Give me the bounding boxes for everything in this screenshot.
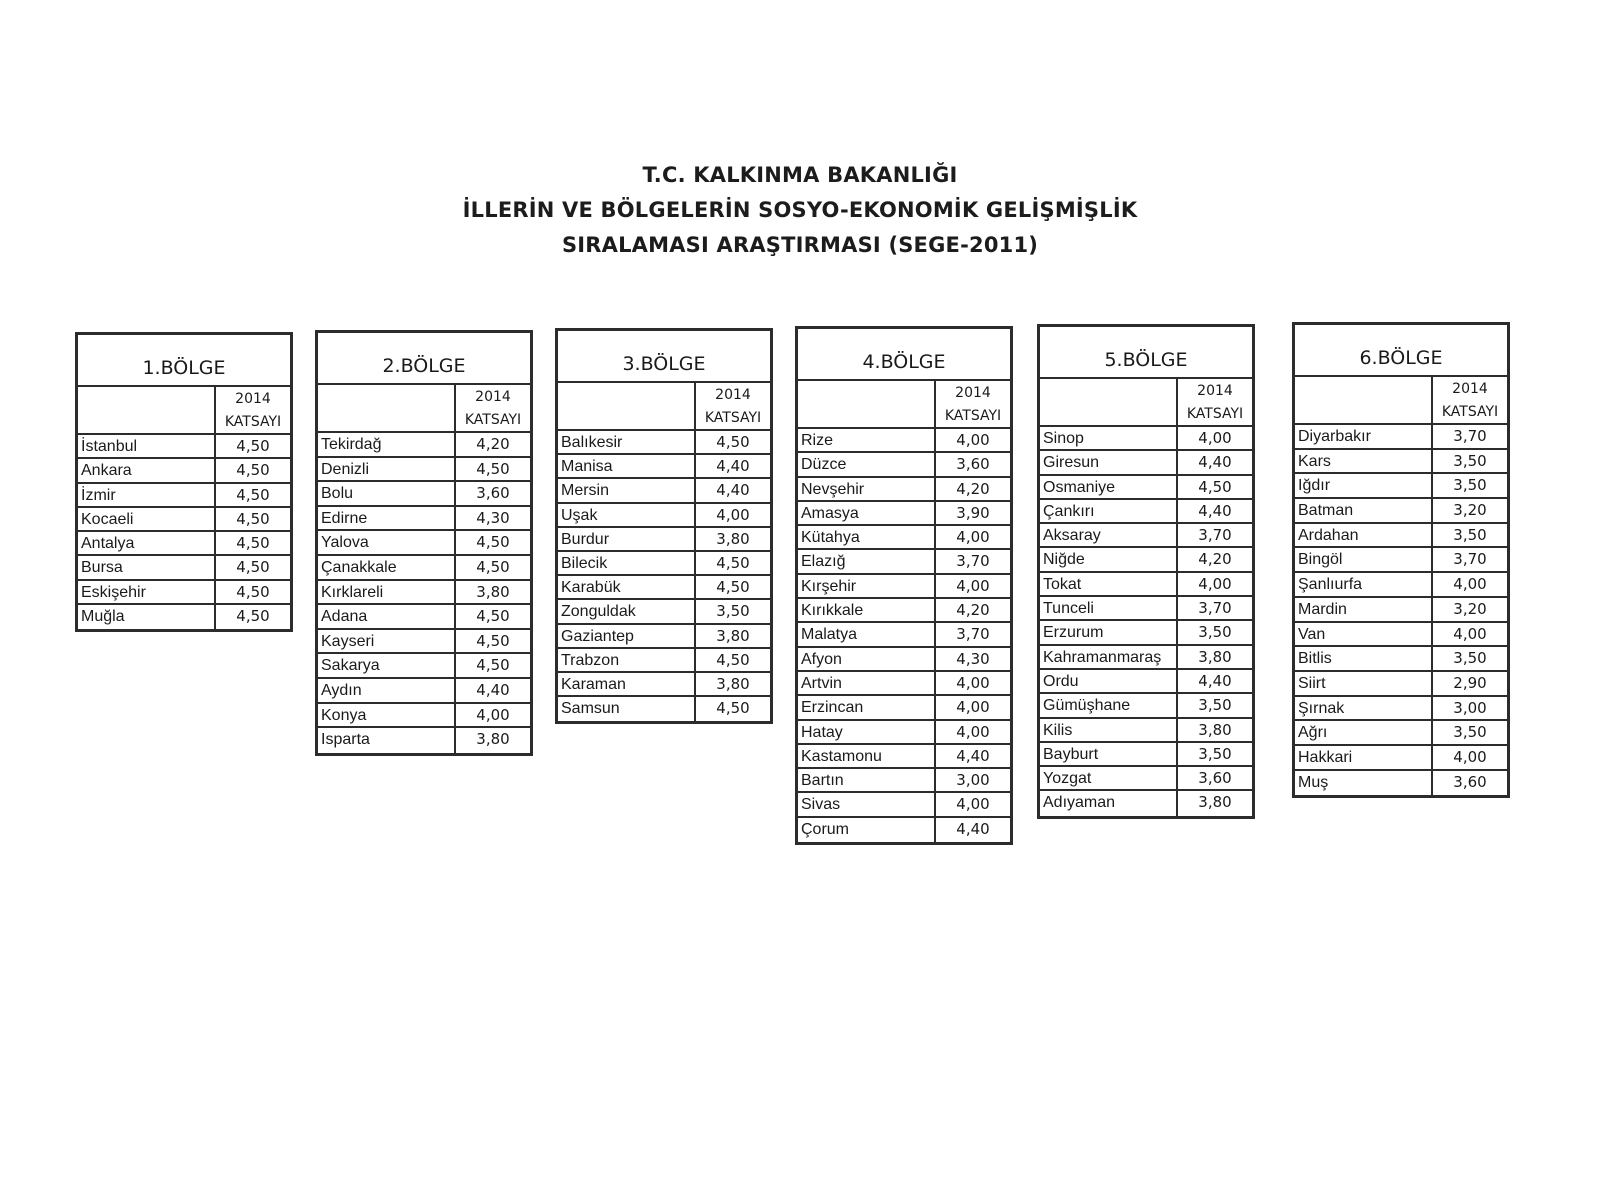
coefficient-value: 4,50	[476, 533, 510, 552]
province-name: Iğdır	[1295, 474, 1433, 497]
table-row	[318, 458, 530, 483]
table-row	[1040, 621, 1252, 645]
coefficient-value: 3,50	[1453, 649, 1487, 668]
table-row	[1040, 427, 1252, 451]
coefficient-value: 3,50	[1453, 525, 1487, 544]
table-row	[798, 623, 1010, 647]
region-title: 1.BÖLGE	[78, 335, 290, 387]
coefficient-value: 4,00	[956, 576, 990, 595]
table-row	[798, 526, 1010, 550]
coefficient-value: 3,70	[1453, 427, 1487, 445]
coefficient-value: 3,50	[1453, 476, 1487, 495]
coefficient-column-header	[216, 387, 290, 433]
table-row	[1295, 697, 1507, 722]
coefficient-value: 4,50	[476, 631, 510, 650]
province-name: Manisa	[558, 455, 696, 477]
column-label: KATSAYI	[704, 410, 762, 426]
region-table-6	[1292, 322, 1510, 798]
coefficient-value: 4,40	[1198, 501, 1232, 520]
province-name: Ağrı	[1295, 721, 1433, 744]
region-title: 4.BÖLGE	[798, 329, 1010, 381]
coefficient-value: 3,00	[1453, 698, 1487, 717]
province-name: Sakarya	[318, 654, 456, 677]
coefficient-value: 3,50	[1198, 623, 1232, 642]
coefficient-value: 4,40	[956, 746, 990, 765]
column-year: 2014	[715, 387, 751, 403]
table-row	[798, 793, 1010, 817]
coefficient-value: 4,50	[716, 578, 750, 597]
province-name: Osmaniye	[1040, 476, 1178, 498]
coefficient-value: 4,00	[1453, 747, 1487, 766]
province-column-header	[558, 383, 696, 429]
column-year: 2014	[1197, 383, 1233, 399]
region-table-3	[555, 328, 773, 724]
province-name: Nevşehir	[798, 478, 936, 500]
province-name: Tekirdağ	[318, 433, 456, 456]
table-row	[1040, 573, 1252, 597]
province-name: Kars	[1295, 450, 1433, 473]
coefficient-value: 4,50	[716, 650, 750, 669]
column-label: KATSAYI	[1186, 406, 1244, 422]
coefficient-value: 4,50	[236, 607, 270, 626]
coefficient-value: 3,20	[1453, 501, 1487, 520]
column-label: KATSAYI	[1441, 404, 1499, 420]
province-name: Denizli	[318, 458, 456, 481]
province-name: Çanakkale	[318, 556, 456, 579]
table-row	[798, 769, 1010, 793]
table-row	[78, 508, 290, 532]
coefficient-value: 4,50	[236, 558, 270, 577]
region-rows	[78, 435, 290, 629]
table-row	[1040, 646, 1252, 670]
coefficient-value: 3,80	[1198, 793, 1232, 812]
table-row	[798, 696, 1010, 720]
table-row	[318, 654, 530, 679]
province-name: Elazığ	[798, 550, 936, 572]
province-name: Kırşehir	[798, 575, 936, 597]
province-column-header	[798, 381, 936, 427]
coefficient-value: 4,50	[476, 656, 510, 675]
coefficient-value: 3,50	[1453, 451, 1487, 470]
province-name: Balıkesir	[558, 431, 696, 453]
coefficient-value: 3,90	[956, 503, 990, 522]
table-row	[1040, 597, 1252, 621]
province-name: Kastamonu	[798, 745, 936, 767]
table-row	[558, 431, 770, 455]
table-row	[78, 532, 290, 556]
coefficient-value: 4,50	[716, 433, 750, 451]
table-row	[78, 484, 290, 508]
province-name: Bilecik	[558, 552, 696, 574]
province-name: Kırklareli	[318, 581, 456, 604]
column-label: KATSAYI	[224, 414, 282, 430]
table-row	[1295, 474, 1507, 499]
province-name: İzmir	[78, 484, 216, 506]
region-rows	[798, 429, 1010, 842]
province-name: Şanlıurfa	[1295, 573, 1433, 596]
coefficient-value: 4,00	[956, 795, 990, 814]
coefficient-value: 3,80	[716, 674, 750, 693]
province-name: Uşak	[558, 504, 696, 526]
province-name: Karabük	[558, 576, 696, 598]
table-row	[1295, 548, 1507, 573]
province-name: Siirt	[1295, 672, 1433, 695]
table-row	[1040, 743, 1252, 767]
province-name: Edirne	[318, 507, 456, 530]
province-name: Kayseri	[318, 630, 456, 653]
province-name: İstanbul	[78, 435, 216, 457]
table-row	[1295, 425, 1507, 450]
province-name: Malatya	[798, 623, 936, 645]
province-name: Erzurum	[1040, 621, 1178, 643]
table-row	[318, 581, 530, 606]
province-name: Antalya	[78, 532, 216, 554]
province-name: Tokat	[1040, 573, 1178, 595]
coefficient-value: 4,50	[236, 582, 270, 601]
coefficient-value: 3,80	[476, 582, 510, 601]
coefficient-value: 4,50	[476, 557, 510, 576]
coefficient-value: 4,40	[1198, 671, 1232, 690]
region-table-5	[1037, 324, 1255, 819]
coefficient-value: 4,00	[476, 705, 510, 724]
coefficient-column-header	[1433, 377, 1507, 423]
table-row	[1295, 623, 1507, 648]
region-table-1	[75, 332, 293, 632]
province-name: Adıyaman	[1040, 791, 1178, 815]
table-row	[78, 556, 290, 580]
province-name: Eskişehir	[78, 581, 216, 603]
title-line-subject: İLLERİN VE BÖLGELERİN SOSYO-EKONOMİK GELİŞMİŞLİK	[462, 198, 1138, 222]
table-row	[558, 600, 770, 624]
province-name: Burdur	[558, 528, 696, 550]
table-row	[558, 455, 770, 479]
coefficient-value: 4,00	[956, 673, 990, 692]
table-row	[318, 630, 530, 655]
province-name: Bursa	[78, 556, 216, 578]
coefficient-value: 4,50	[236, 485, 270, 504]
page-title	[0, 158, 1600, 263]
region-title: 5.BÖLGE	[1040, 327, 1252, 379]
region-title: 3.BÖLGE	[558, 331, 770, 383]
coefficient-value: 4,20	[956, 479, 990, 498]
table-row	[798, 721, 1010, 745]
coefficient-column-header	[456, 385, 530, 431]
coefficient-value: 4,40	[716, 457, 750, 476]
table-row	[1040, 524, 1252, 548]
province-name: Batman	[1295, 499, 1433, 522]
table-row	[318, 679, 530, 704]
coefficient-value: 4,00	[956, 528, 990, 547]
table-row	[318, 531, 530, 556]
province-name: Erzincan	[798, 696, 936, 718]
table-row	[798, 453, 1010, 477]
province-name: Bitlis	[1295, 647, 1433, 670]
province-name: Sivas	[798, 793, 936, 815]
table-row	[558, 576, 770, 600]
coefficient-value: 3,50	[716, 602, 750, 621]
region-title: 2.BÖLGE	[318, 333, 530, 385]
coefficient-value: 3,70	[1198, 599, 1232, 618]
table-row	[1295, 573, 1507, 598]
column-header	[78, 387, 290, 435]
province-name: Yalova	[318, 531, 456, 554]
province-name: Konya	[318, 704, 456, 727]
coefficient-value: 4,50	[476, 607, 510, 626]
table-row	[798, 599, 1010, 623]
coefficient-value: 4,50	[476, 459, 510, 478]
coefficient-value: 3,60	[476, 484, 510, 503]
coefficient-value: 3,50	[1198, 696, 1232, 715]
province-name: Ankara	[78, 459, 216, 481]
table-row	[318, 605, 530, 630]
title-line-ministry: T.C. KALKINMA BAKANLIĞI	[642, 163, 958, 187]
coefficient-value: 4,50	[236, 509, 270, 528]
coefficient-value: 4,30	[476, 508, 510, 527]
province-name: Bingöl	[1295, 548, 1433, 571]
province-name: Bayburt	[1040, 743, 1178, 765]
coefficient-value: 3,60	[1198, 769, 1232, 788]
region-table-2	[315, 330, 533, 756]
province-name: Çankırı	[1040, 500, 1178, 522]
column-label: KATSAYI	[944, 408, 1002, 424]
table-row	[1040, 500, 1252, 524]
table-row	[558, 528, 770, 552]
table-row	[1295, 524, 1507, 549]
coefficient-value: 3,60	[956, 455, 990, 474]
column-header	[318, 385, 530, 433]
coefficient-value: 4,20	[476, 435, 510, 453]
coefficient-value: 4,50	[236, 534, 270, 553]
coefficient-value: 4,00	[956, 698, 990, 717]
province-name: Niğde	[1040, 548, 1178, 570]
table-row	[798, 429, 1010, 453]
province-name: Mersin	[558, 479, 696, 501]
province-name: Kütahya	[798, 526, 936, 548]
table-row	[558, 649, 770, 673]
table-row	[558, 673, 770, 697]
province-name: Muş	[1295, 771, 1433, 796]
table-row	[78, 435, 290, 459]
coefficient-value: 4,00	[716, 505, 750, 524]
province-name: Çorum	[798, 818, 936, 842]
province-name: Yozgat	[1040, 767, 1178, 789]
table-row	[798, 745, 1010, 769]
coefficient-value: 4,00	[1453, 575, 1487, 594]
province-name: Aydın	[318, 679, 456, 702]
column-header	[1040, 379, 1252, 427]
province-name: Amasya	[798, 502, 936, 524]
coefficient-value: 4,00	[1453, 624, 1487, 643]
table-row	[1295, 672, 1507, 697]
table-row	[78, 581, 290, 605]
coefficient-value: 4,50	[236, 461, 270, 480]
province-name: Mardin	[1295, 598, 1433, 621]
coefficient-value: 4,40	[1198, 453, 1232, 472]
table-row	[1040, 694, 1252, 718]
table-row	[558, 697, 770, 721]
province-name: Diyarbakır	[1295, 425, 1433, 448]
column-label: KATSAYI	[464, 412, 522, 428]
table-row	[798, 672, 1010, 696]
province-column-header	[78, 387, 216, 433]
province-name: Bartın	[798, 769, 936, 791]
province-name: Kocaeli	[78, 508, 216, 530]
region-rows	[558, 431, 770, 721]
table-row	[78, 459, 290, 483]
region-title: 6.BÖLGE	[1295, 325, 1507, 377]
coefficient-value: 3,80	[476, 730, 510, 749]
coefficient-value: 4,00	[1198, 429, 1232, 447]
coefficient-value: 3,50	[1198, 744, 1232, 763]
region-rows	[318, 433, 530, 753]
coefficient-value: 4,40	[956, 819, 990, 838]
province-name: Kahramanmaraş	[1040, 646, 1178, 668]
province-name: Hatay	[798, 721, 936, 743]
province-name: Bolu	[318, 482, 456, 505]
table-row	[1295, 499, 1507, 524]
table-row	[78, 605, 290, 629]
column-year: 2014	[1452, 381, 1488, 397]
province-name: Kilis	[1040, 719, 1178, 741]
column-year: 2014	[475, 389, 511, 405]
table-row	[318, 433, 530, 458]
table-row	[558, 552, 770, 576]
province-name: Karaman	[558, 673, 696, 695]
coefficient-value: 4,20	[956, 601, 990, 620]
coefficient-value: 4,00	[1198, 574, 1232, 593]
province-name: Düzce	[798, 453, 936, 475]
province-column-header	[1040, 379, 1178, 425]
coefficient-value: 3,70	[1198, 526, 1232, 545]
coefficient-value: 4,00	[956, 722, 990, 741]
table-row	[798, 575, 1010, 599]
coefficient-value: 4,40	[476, 680, 510, 699]
coefficient-column-header	[696, 383, 770, 429]
coefficient-value: 3,80	[716, 626, 750, 645]
table-row	[1295, 746, 1507, 771]
coefficient-value: 4,50	[716, 553, 750, 572]
table-row	[558, 479, 770, 503]
province-name: Adana	[318, 605, 456, 628]
table-row	[1040, 476, 1252, 500]
province-name: Afyon	[798, 648, 936, 670]
province-name: Tunceli	[1040, 597, 1178, 619]
table-row	[1295, 647, 1507, 672]
region-rows	[1040, 427, 1252, 816]
coefficient-column-header	[1178, 379, 1252, 425]
table-row	[1295, 721, 1507, 746]
province-name: Rize	[798, 429, 936, 451]
column-header	[798, 381, 1010, 429]
coefficient-value: 3,70	[956, 625, 990, 644]
table-row	[318, 482, 530, 507]
table-row	[1040, 670, 1252, 694]
province-name: Trabzon	[558, 649, 696, 671]
coefficient-value: 3,20	[1453, 599, 1487, 618]
coefficient-value: 3,70	[956, 552, 990, 571]
coefficient-value: 3,80	[716, 529, 750, 548]
table-row	[318, 704, 530, 729]
coefficient-value: 2,90	[1453, 673, 1487, 692]
table-row	[1295, 450, 1507, 475]
column-year: 2014	[235, 391, 271, 407]
province-name: Aksaray	[1040, 524, 1178, 546]
column-header	[1295, 377, 1507, 425]
table-row	[318, 728, 530, 753]
province-name: Ardahan	[1295, 524, 1433, 547]
coefficient-value: 4,20	[1198, 550, 1232, 569]
table-row	[1295, 771, 1507, 796]
province-column-header	[318, 385, 456, 431]
table-row	[1040, 767, 1252, 791]
table-row	[318, 507, 530, 532]
column-year: 2014	[955, 385, 991, 401]
province-name: Samsun	[558, 697, 696, 721]
province-name: Kırıkkale	[798, 599, 936, 621]
province-column-header	[1295, 377, 1433, 423]
table-row	[1040, 451, 1252, 475]
table-row	[318, 556, 530, 581]
table-row	[798, 502, 1010, 526]
province-name: Ordu	[1040, 670, 1178, 692]
coefficient-value: 4,50	[236, 437, 270, 455]
table-row	[558, 504, 770, 528]
coefficient-value: 3,00	[956, 771, 990, 790]
coefficient-value: 4,00	[956, 431, 990, 449]
region-table-4	[795, 326, 1013, 845]
table-row	[1040, 719, 1252, 743]
coefficient-value: 3,80	[1198, 720, 1232, 739]
coefficient-value: 3,70	[1453, 550, 1487, 569]
title-line-study: SIRALAMASI ARAŞTIRMASI (SEGE-2011)	[561, 233, 1039, 257]
province-name: Şırnak	[1295, 697, 1433, 720]
coefficient-value: 3,50	[1453, 723, 1487, 742]
province-name: Artvin	[798, 672, 936, 694]
column-header	[558, 383, 770, 431]
coefficient-value: 4,40	[716, 481, 750, 500]
province-name: Hakkari	[1295, 746, 1433, 769]
coefficient-value: 4,50	[1198, 477, 1232, 496]
table-row	[798, 550, 1010, 574]
province-name: Sinop	[1040, 427, 1178, 449]
province-name: Isparta	[318, 728, 456, 753]
coefficient-value: 4,50	[716, 699, 750, 718]
province-name: Zonguldak	[558, 600, 696, 622]
table-row	[798, 478, 1010, 502]
coefficient-column-header	[936, 381, 1010, 427]
table-row	[1040, 791, 1252, 815]
province-name: Van	[1295, 623, 1433, 646]
province-name: Gaziantep	[558, 625, 696, 647]
table-row	[558, 625, 770, 649]
province-name: Muğla	[78, 605, 216, 629]
table-row	[1040, 548, 1252, 572]
table-row	[1295, 598, 1507, 623]
table-row	[798, 648, 1010, 672]
table-row	[798, 818, 1010, 842]
coefficient-value: 3,80	[1198, 647, 1232, 666]
province-name: Gümüşhane	[1040, 694, 1178, 716]
coefficient-value: 3,60	[1453, 772, 1487, 791]
coefficient-value: 4,30	[956, 649, 990, 668]
region-rows	[1295, 425, 1507, 795]
province-name: Giresun	[1040, 451, 1178, 473]
